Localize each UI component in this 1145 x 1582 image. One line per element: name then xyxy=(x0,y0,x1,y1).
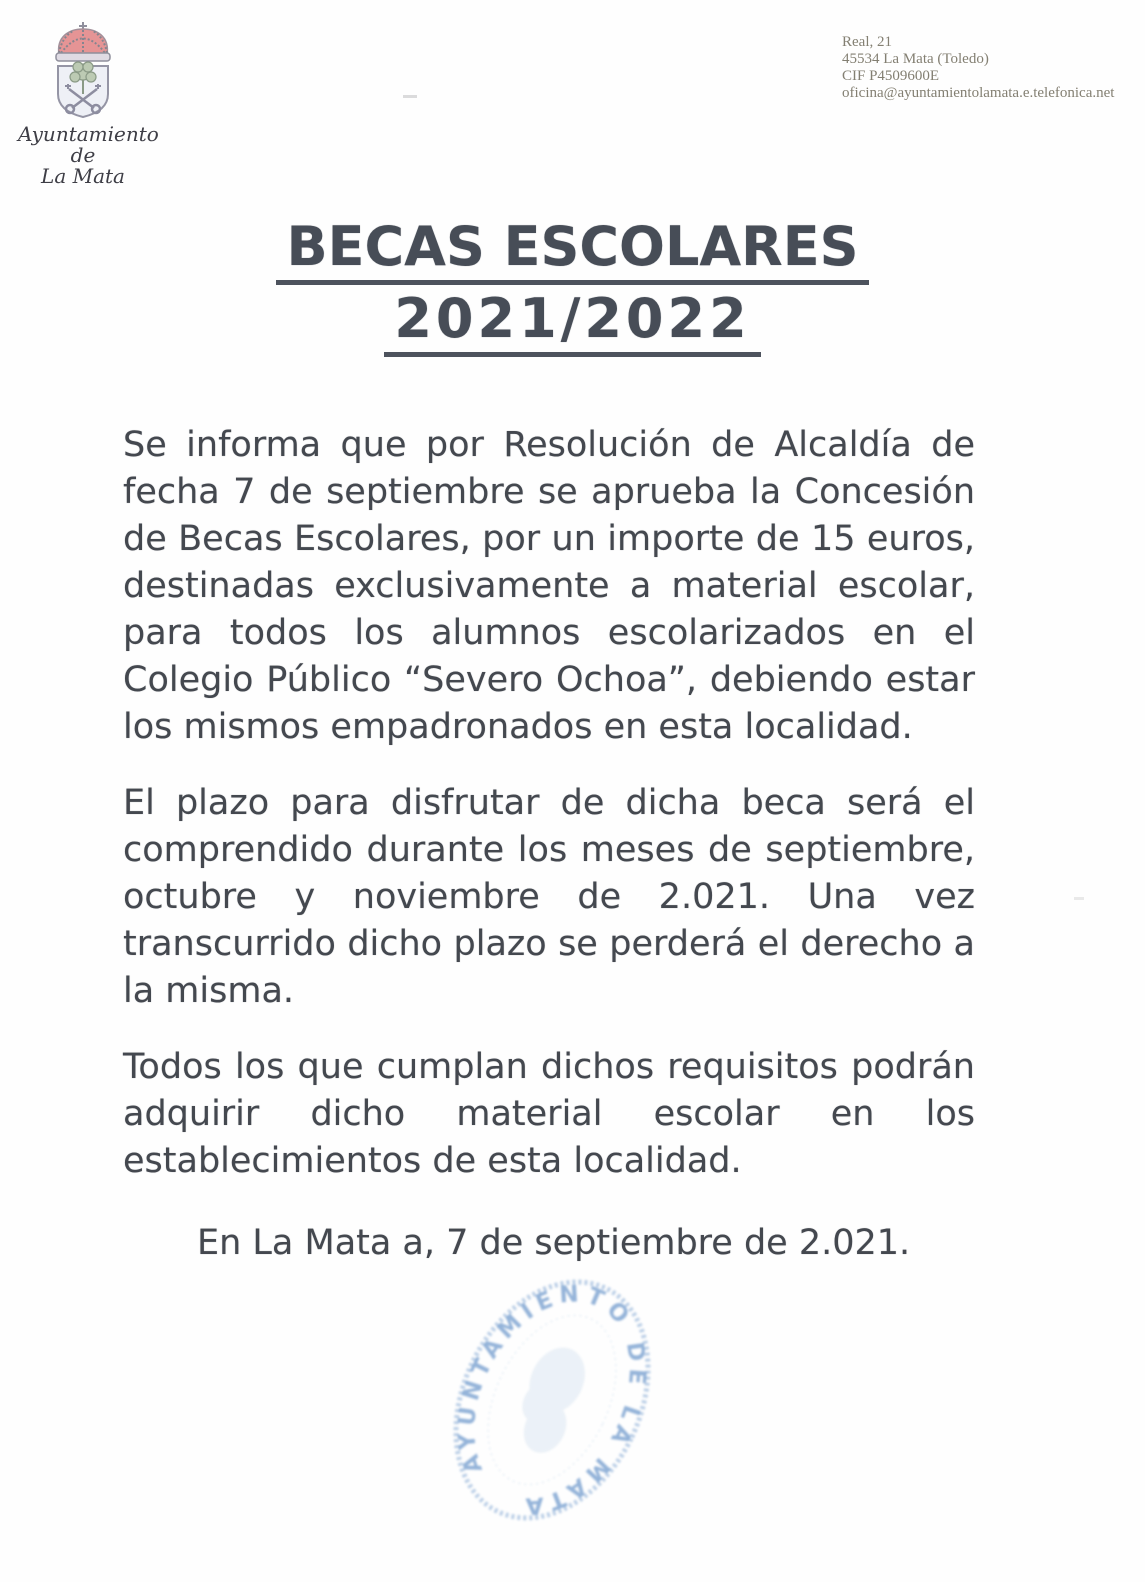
paragraph-announcement: Se informa que por Resolución de Alcaldía de fecha 7 de septiembre se aprueba la Concesión de Becas Escolares, por un importe de 15 euros, destinadas exclusivamente a material escolar, para todos los alumnos escolarizados en el Colegio Público “Severo Ochoa”, debiendo estar los mismos empadronados en esta localidad. xyxy=(123,425,975,747)
letterhead-address-block xyxy=(842,34,1114,102)
org-name-line-3: La Mata xyxy=(41,164,125,188)
title-year-text: 2021/2022 xyxy=(384,290,760,357)
date-line: En La Mata a, 7 de septiembre de 2.021. xyxy=(197,1223,911,1263)
stamp-inner-ring xyxy=(462,1295,642,1506)
stamp-outer-ring xyxy=(419,1250,686,1550)
document-title xyxy=(0,215,1145,362)
paragraph-requirements: Todos los que cumplan dichos requisitos podrán adquirir dicho material escolar en los establecimientos de esta localidad. xyxy=(123,1047,975,1181)
stamp-curved-text: AYUNTAMIENTO DE LA MATA xyxy=(453,1281,651,1519)
title-line-2 xyxy=(0,287,1145,362)
address-cif: CIF P4509600E xyxy=(842,68,940,84)
stamp-icon xyxy=(392,1232,712,1572)
official-stamp xyxy=(392,1232,712,1572)
scan-artifact xyxy=(1074,897,1084,900)
address-street: Real, 21 xyxy=(842,34,892,50)
org-name-line-1: Ayuntamiento xyxy=(18,122,159,146)
municipal-crest-icon xyxy=(42,20,124,120)
title-line-1 xyxy=(0,215,1145,290)
stamp-center-smudge xyxy=(501,1338,599,1460)
paragraph-deadline: El plazo para disfrutar de dicha beca será el comprendido durante los meses de septiembre, octubre y noviembre de 2.021. Una vez transcurrido dicho plazo se perderá el derecho a la misma. xyxy=(123,783,975,1011)
scan-artifact xyxy=(403,95,417,98)
document-body xyxy=(123,422,975,1267)
letterhead-logo-block xyxy=(18,20,159,188)
address-email: oficina@ayuntamientolamata.e.telefonica.net xyxy=(842,85,1115,101)
address-city: 45534 La Mata (Toledo) xyxy=(842,51,989,67)
org-name-line-2: de xyxy=(70,143,96,167)
title-text: BECAS ESCOLARES xyxy=(276,218,868,285)
